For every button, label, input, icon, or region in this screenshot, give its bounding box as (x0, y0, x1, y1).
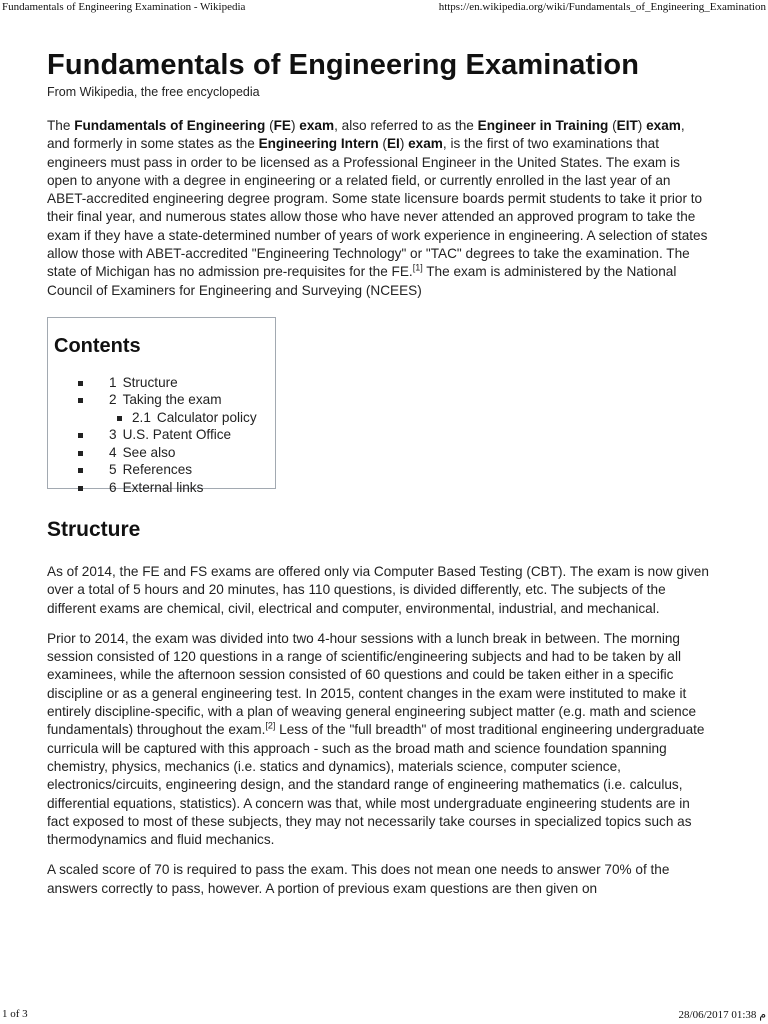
print-timestamp: 28/06/2017 01:38 م (678, 1009, 766, 1021)
print-header (0, 0, 768, 14)
toc-item-calculator-policy[interactable]: 2.1 Calculator policy (54, 409, 275, 427)
bold-term: exam (299, 118, 335, 133)
bullet-icon (78, 451, 83, 456)
bullet-icon (78, 433, 83, 438)
page-number: 1 of 3 (2, 1008, 28, 1020)
toc-list (54, 374, 275, 497)
toc-item-structure[interactable]: 1 Structure (54, 374, 275, 392)
bullet-icon (78, 468, 83, 473)
bold-term: Engineering Intern (258, 136, 379, 152)
page-title: Fundamentals of Engineering Examination (47, 49, 640, 81)
toc-item-taking-the-exam[interactable]: 2 Taking the exam (54, 391, 275, 409)
bullet-icon (78, 486, 83, 491)
print-header-title: Fundamentals of Engineering Examination - Wikipedia (2, 1, 246, 13)
print-footer (0, 1007, 768, 1021)
bold-term: FE (273, 118, 291, 133)
print-header-url: https://en.wikipedia.org/wiki/Fundamentals_of_Engineering_Examination (438, 1, 766, 13)
bold-term: Fundamentals of Engineering (74, 118, 266, 133)
reference-link[interactable]: [1] (412, 262, 423, 273)
structure-paragraph-2: Prior to 2014, the exam was divided into two 4-hour sessions with a lunch break in between. The morning session consisted of 120 questions in a range of scientific/engineering subjects and had to be taken by all examinees, while the afternoon session consisted of 60 questions and could be taken either in a specific discipline or as a general engineering test. In 2015, content changes in the exam were instituted to make it entirely discipline-specific, with a plan of weaving general engineering subject matter (e.g. math and science fundamentals) throughout the exam.[2] Less of the "full breadth" of most traditional engineering undergraduate curricula will be captured with this approach - such as the broad math and science foundation spanning chemistry, physics, mechanics (i.e. statics and dynamics), materials science, computer science, electronics/circuits, engineering design, and the standard range of engineering mathematics (i.e. calculus, differential equations, statistics). A concern was that, while most undergraduate engineering students are in fact exposed to most of these subjects, they may not necessarily take courses in specialized topics such as thermodynamics and fluid mechanics. (47, 630, 705, 848)
table-of-contents (47, 317, 276, 495)
bold-term: Engineer in Training (477, 118, 609, 133)
reference-link[interactable]: [2] (265, 720, 276, 731)
toc-item-us-patent-office[interactable]: 3 U.S. Patent Office (54, 426, 275, 444)
bullet-icon (117, 416, 122, 421)
bold-term: exam (408, 136, 443, 152)
bold-term: EIT (616, 118, 638, 133)
section-heading-structure: Structure (47, 517, 141, 541)
intro-paragraph: The Fundamentals of Engineering (FE) exam, also referred to as the Engineer in Training (EIT) exam, and formerly in some states as the Engineering Intern (EI) exam, is the first of two examinations that engineers must pass in order to be licensed as a Professional Engineer in the United States. The exam is open to anyone with a degree in engineering or a related field, or currently enrolled in the last year of an ABET-accredited engineering degree program. Some state licensure boards permit students to take it prior to their final year, and numerous states allow those who have never attended an approved program to take the exam if they have a state-determined number of years of work experience in engineering. A selection of states allow those with ABET-accredited "Engineering Technology" or "TAC" degrees to take the examination. The state of Michigan has no admission pre-requisites for the FE.[1] The exam is administered by the National Council of Examiners for Engineering and Surveying (NCEES) (47, 118, 708, 298)
toc-title: Contents (54, 334, 141, 357)
structure-paragraph-1: As of 2014, the FE and FS exams are offered only via Computer Based Testing (CBT). The exam is now given over a total of 5 hours and 20 minutes, has 110 questions, is divided differently, etc. The subjects of the different exams are chemical, civil, electrical and computer, environmental, industrial, and mechanical. (47, 563, 709, 616)
toc-item-see-also[interactable]: 4 See also (54, 444, 275, 462)
bold-term: exam (646, 118, 681, 133)
toc-item-references[interactable]: 5 References (54, 461, 275, 479)
page-subtitle: From Wikipedia, the free encyclopedia (47, 85, 260, 99)
bullet-icon (78, 398, 83, 403)
structure-paragraph-3: A scaled score of 70 is required to pass the exam. This does not mean one needs to answer 70% of the answers correctly to pass, however. A portion of previous exam questions are then given on (47, 862, 670, 896)
article (47, 47, 711, 898)
bold-term: EI (386, 136, 400, 152)
toc-item-external-links[interactable]: 6 External links (54, 479, 275, 497)
bullet-icon (78, 381, 83, 386)
